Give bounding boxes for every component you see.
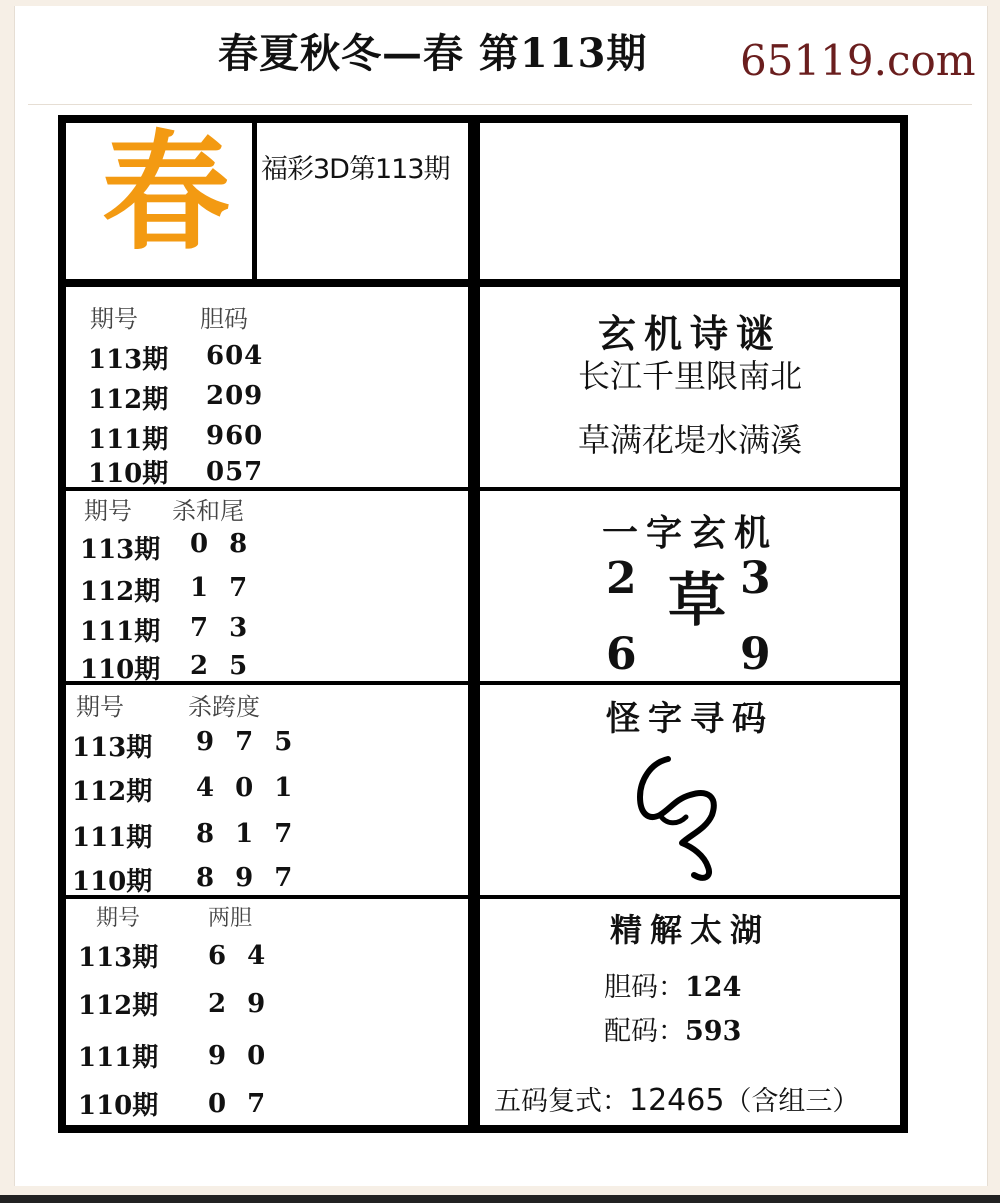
column-header-period: 期号 <box>90 305 138 333</box>
row-period: 111期 <box>78 1043 159 1073</box>
pei-code-label: 配码： <box>604 1016 685 1047</box>
forecast-board <box>58 115 908 1133</box>
odd-char-panel <box>480 685 900 895</box>
row-period: 110期 <box>72 867 153 895</box>
clue-number: 3 <box>740 553 771 604</box>
lottery-label: 福彩3D第113期 <box>261 154 450 185</box>
blank-cell <box>480 123 900 279</box>
column-header-value: 胆码 <box>200 305 248 333</box>
column-header-period: 期号 <box>96 906 141 931</box>
row-period: 112期 <box>78 991 159 1021</box>
clue-number: 9 <box>740 629 771 680</box>
row-period: 111期 <box>80 617 161 647</box>
row-value: 1 7 <box>190 573 254 603</box>
row-value: 0 8 <box>190 529 254 559</box>
column-header-value: 两胆 <box>208 906 253 931</box>
row-value: 8 9 7 <box>196 863 299 893</box>
row-value: 057 <box>206 457 264 487</box>
row-value: 2 9 <box>208 989 272 1019</box>
row-period: 111期 <box>72 823 153 853</box>
pei-code-value: 593 <box>685 1016 742 1047</box>
row-value: 9 0 <box>208 1041 272 1071</box>
header-divider <box>28 104 972 105</box>
pei-code-line <box>604 1009 741 1048</box>
column-header-value: 杀跨度 <box>188 693 260 721</box>
row-value: 8 1 7 <box>196 819 299 849</box>
row-value: 2 5 <box>190 651 254 681</box>
row-value: 960 <box>206 421 264 451</box>
one-char-panel <box>480 491 900 681</box>
row-period: 110期 <box>78 1091 159 1121</box>
column-header-value: 杀和尾 <box>172 497 244 525</box>
row-value: 0 7 <box>208 1089 272 1119</box>
riddle-title: 玄机诗谜 <box>597 311 782 356</box>
row-value: 7 3 <box>190 613 254 643</box>
row-period: 112期 <box>72 777 153 807</box>
bottom-bar <box>0 1195 1000 1203</box>
riddle-line-1: 长江千里限南北 <box>577 357 802 395</box>
liang-dan-panel <box>66 899 468 1125</box>
dan-ma-panel <box>66 287 468 487</box>
taihu-panel <box>480 899 900 1125</box>
dan-code-value: 124 <box>685 972 742 1003</box>
dan-code-line <box>604 965 741 1004</box>
column-header-period: 期号 <box>84 497 132 525</box>
row-period: 112期 <box>88 385 169 415</box>
row-period: 111期 <box>88 425 169 455</box>
season-cell <box>66 123 252 279</box>
row-period: 110期 <box>80 655 161 681</box>
row-value: 6 4 <box>208 941 272 971</box>
odd-char-title: 怪字寻码 <box>606 699 774 739</box>
five-code-note: （含组三） <box>724 1086 860 1117</box>
five-code-value: 12465 <box>629 1083 725 1118</box>
row-value: 4 0 1 <box>196 773 299 803</box>
row-period: 113期 <box>80 535 161 565</box>
site-domain[interactable]: 65119.com <box>740 36 976 85</box>
sha-he-wei-panel <box>66 491 468 681</box>
dan-code-label: 胆码： <box>604 972 685 1003</box>
season-char: 春 <box>102 123 231 268</box>
row-period: 113期 <box>88 345 169 375</box>
lottery-cell <box>257 123 468 279</box>
row-period: 113期 <box>72 733 153 763</box>
row-period: 113期 <box>78 943 159 973</box>
row-value: 604 <box>206 341 264 371</box>
five-code-line <box>494 1079 859 1118</box>
riddle-line-2: 草满花堤水满溪 <box>577 421 802 459</box>
odd-glyph-drawing <box>480 685 900 895</box>
sha-kua-du-panel <box>66 685 468 895</box>
row-period: 110期 <box>88 459 169 487</box>
one-char-title: 一字玄机 <box>601 512 778 554</box>
clue-number: 2 <box>606 553 637 604</box>
row-value: 9 7 5 <box>196 727 299 757</box>
taihu-title: 精解太湖 <box>609 911 770 949</box>
column-header-period: 期号 <box>76 693 124 721</box>
clue-number: 6 <box>606 629 637 680</box>
page-title: 春夏秋冬—春 第113期 <box>218 30 648 77</box>
row-value: 209 <box>206 381 264 411</box>
riddle-panel <box>480 287 900 487</box>
five-code-label: 五码复式： <box>494 1086 629 1117</box>
clue-char: 草 <box>668 566 727 634</box>
row-period: 112期 <box>80 577 161 607</box>
